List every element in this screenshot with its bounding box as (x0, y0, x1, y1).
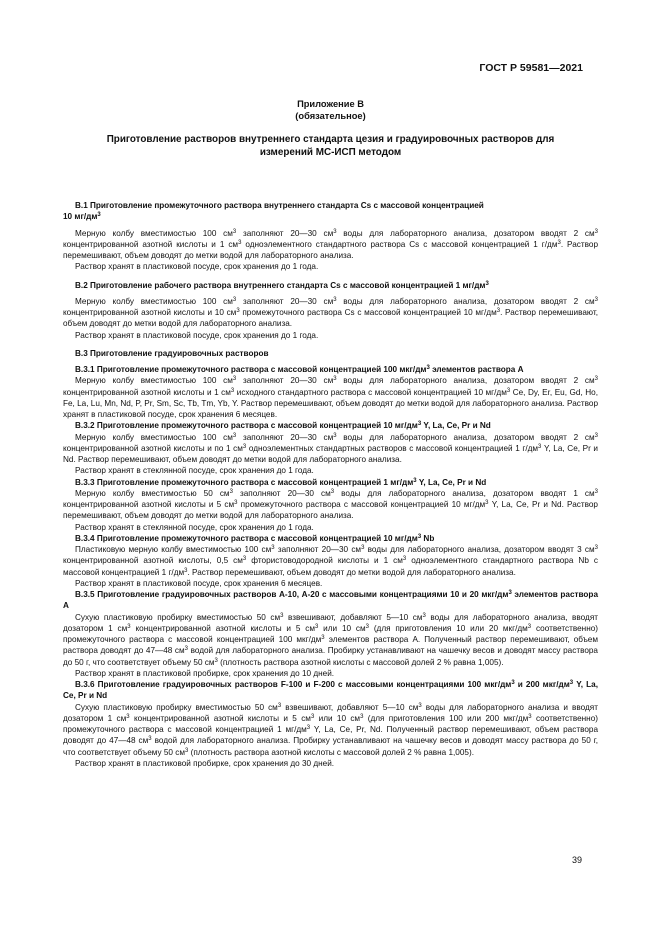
section-b3-1-heading: В.3.1 Приготовление промежуточного раствора с массовой концентрацией 100 мкг/$дм^3$ элементов раствора А (75, 365, 524, 374)
section-b3-4-storage: Раствор хранят в пластиковой посуде, срок хранения 6 месяцев. (75, 578, 323, 588)
section-b2-paragraph: Мерную колбу вместимостью 100 $см^3$ заполняют 20—30 $см^3$ воды для лабораторного анализа, дозатором вводят 2 $см^3$ концентрированной азотной кислоты и 10 $см^3$ промежуточного раствора Cs с массовой концентрацией 10 $мг/дм^3$. Раствор перемешивают, объем доводят до метки водой для лабораторного анализа. (63, 296, 598, 329)
section-b3-4-heading: В.3.4 Приготовление промежуточного раствора с массовой концентрацией 10 $мг/дм^3$ Nb (75, 533, 435, 543)
section-b3-3-heading: В.3.3 Приготовление промежуточного раствора с массовой концентрацией 1 $мг/дм^3$ Y, La, Ce, Pr и Nd (75, 477, 487, 487)
section-b3-2-heading: В.3.2 Приготовление промежуточного раствора с массовой концентрацией 10 $мг/дм^3$ Y, La, Ce, Pr и Nd (75, 421, 491, 431)
appendix-status: (обязательное) (295, 111, 366, 121)
section-b1-heading: В.1 Приготовление промежуточного раствора внутреннего стандарта Cs с массовой концентрацией 10 $мг/дм^3$ (63, 201, 484, 222)
section-b3-3-paragraph: Мерную колбу вместимостью 50 $см^3$ заполняют 20—30 $см^3$ воды для лабораторного анализа, дозатором вводят 1 $см^3$ концентрированной азотной кислоты и 5 $см^3$ промежуточного раствора с массовой концентрацией 10 $мг/дм^3$ Y, La, Ce, Pr и Nd. Раствор перемешивают, объем доводят до метки водой для лабораторного анализа. (63, 488, 598, 521)
section-b3-heading: В.3 Приготовление градуировочных растворов (75, 348, 269, 358)
section-b3-6-paragraph: Сухую пластиковую пробирку вместимостью 50 $см^3$ взвешивают, добавляют 5—10 $см^3$ воды для лабораторного анализа и вводят дозатором 1 $см^3$ концентрированной азотной кислоты и 5 $см^3$ или 10 $см^3$ (для приготовления 100 или 200 мкг/$дм^3$ соответственно) промежуточного раствора с массовой концентрацией 1 $мг/дм^3$ Y, La, Ce, Pr, Nd. Полученный раствор перемешивают, объем раствора доводят до 47—48 $см^3$ водой для лабораторного анализа. Пробирку устанавливают на чашечку весов и доводят массу раствора до 50 г, что соответствует объему 50 $см^3$ (плотность раствора азотной кислоты с массовой долей 2 % равна 1,005). (63, 702, 598, 757)
section-b2-storage: Раствор хранят в пластиковой посуде, срок хранения до 1 года. (75, 330, 319, 340)
section-b3-5-paragraph: Сухую пластиковую пробирку вместимостью 50 $см^3$ взвешивают, добавляют 5—10 $см^3$ воды для лабораторного анализа, вводят дозатором 1 $см^3$ концентрированной азотной кислоты и 5 $см^3$ или 10 $см^3$ (для приготовления 10 или 20 мкг/$дм^3$ соответственно) промежуточного раствора с массовой концентрацией 100 мкг/$дм^3$ элементов раствора А. Полученный раствор перемешивают, объем раствора доводят до 47—48 $см^3$ водой для лабораторного анализа. Пробирку устанавливают на чашечку весов и доводят массу раствора до 50 г, что соответствует объему 50 $см^3$ (плотность раствора азотной кислоты с массовой долей 2 % равна 1,005). (63, 612, 599, 667)
section-b1-storage: Раствор хранят в пластиковой посуде, срок хранения до 1 года. (75, 262, 319, 272)
section-b2-heading: В.2 Приготовление рабочего раствора внутреннего стандарта Cs с массовой концентрацией 1 $мг/дм^3$ (75, 280, 489, 290)
appendix-title (60, 134, 601, 159)
section-b3-6-heading: В.3.6 Приготовление градуировочных растворов F-100 и F-200 с массовыми концентрациями 100 мкг/$дм^3$ и 200 мкг/$дм^3$ Y, La, Ce, Pr и Nd (63, 680, 598, 701)
appendix-title-line-2: измерений МС-ИСП методом (259, 146, 402, 158)
section-b1-paragraph: Мерную колбу вместимостью 100 $см^3$ заполняют 20—30 $см^3$ воды для лабораторного анализа, дозатором вводят 2 $см^3$ концентрированной азотной кислоты и 1 $см^3$ одноэлементного стандартного раствора Cs с массовой концентрацией 1 $г/дм^3$. Раствор перемешивают, объем доводят до метки водой для лабораторного анализа. (63, 228, 598, 260)
section-b3-1-paragraph: Мерную колбу вместимостью 100 $см^3$ заполняют 20—30 $см^3$ воды для лабораторного анализа, дозатором вводят 2 $см^3$ концентрированной азотной кислоты и 1 $см^3$ исходного стандартного раствора с массовой концентрацией 10 $мг/дм^3$ Ce, Dy, Er, Eu, Gd, Ho, Fe, La, Lu, Mn, Nd, P, Pr, Sm, Sc, Tb, Tm, Yb, Y. Раствор перемешивают, объем доводят до метки водой для лабораторного анализа. Раствор хранят в пластиковой посуде, срок хранения 6 месяцев. (63, 376, 599, 419)
section-b3-2-storage: Раствор хранят в стеклянной посуде, срок хранения до 1 года. (75, 466, 314, 476)
section-b3-5-storage: Раствор хранят в пластиковой пробирке, срок хранения до 10 дней. (75, 668, 335, 678)
section-b3-2-paragraph: Мерную колбу вместимостью 100 $см^3$ заполняют 20—30 $см^3$ воды для лабораторного анализа, дозатором вводят 2 $см^3$ концентрированной азотной кислоты и по 1 $см^3$ одноэлементных стандартных растворов с массовой концентрацией 1 $г/дм^3$ Y, La, Ce, Pr и Nd. Раствор перемешивают, объем доводят до метки водой для лабораторного анализа. (63, 432, 599, 464)
appendix-label: Приложение В (297, 99, 364, 109)
page-number: 39 (571, 855, 582, 865)
section-b3-5-heading: В.3.5 Приготовление градуировочных растворов А-10, А-20 с массовыми концентрациями 10 и 20 мкг/$дм^3$ элементов раствора А (63, 590, 598, 611)
document-body (63, 200, 598, 769)
section-b3-6-storage: Раствор хранят в пластиковой пробирке, срок хранения до 30 дней. (75, 758, 335, 768)
standard-number: ГОСТ Р 59581—2021 (479, 62, 583, 74)
section-b3-4-paragraph: Пластиковую мерную колбу вместимостью 100 $см^3$ заполняют 20—30 $см^3$ воды для лабораторного анализа, дозатором вводят 3 $см^3$ концентрированной азотной кислоты, 0,5 $см^3$ фтористоводородной кислоты и 1 $см^3$ одноэлементного стандартного раствора Nb с массовой концентрацией 1 $г/дм^3$. Раствор перемешивают, объем доводят до метки водой для лабораторного анализа. (63, 545, 599, 577)
section-b3-3-storage: Раствор хранят в стеклянной посуде, срок хранения до 1 года. (75, 522, 314, 532)
appendix-title-line-1: Приготовление растворов внутреннего стандарта цезия и градуировочных растворов для (106, 134, 555, 145)
